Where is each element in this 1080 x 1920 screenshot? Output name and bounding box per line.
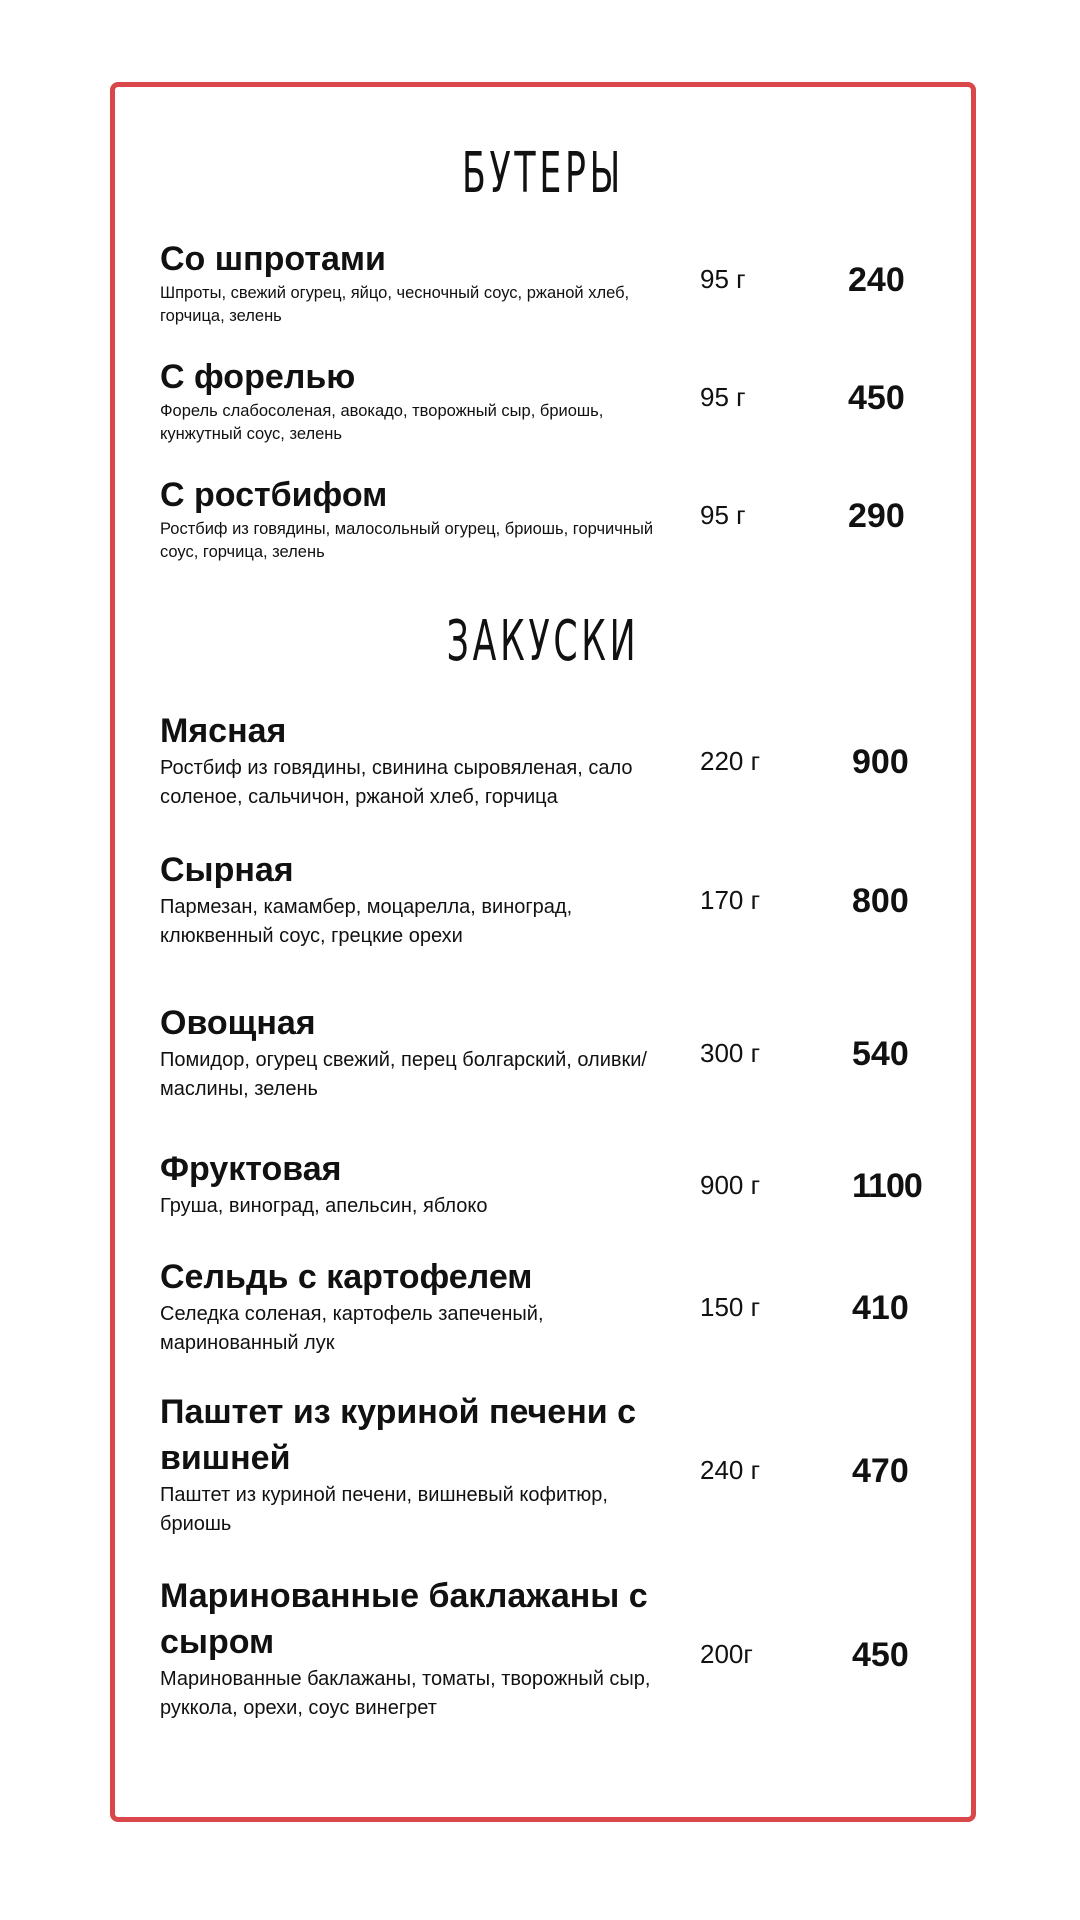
item-name: Овощная (160, 1004, 316, 1042)
item-price: 240 (848, 261, 905, 299)
item-price: 450 (852, 1636, 909, 1674)
item-name: Сырная (160, 851, 294, 889)
item-price: 1100 (852, 1167, 922, 1205)
item-weight: 900 г (700, 1170, 761, 1200)
menu-item (160, 708, 1080, 812)
item-weight: 95 г (700, 382, 746, 412)
menu-item (160, 847, 1080, 951)
item-name: С ростбифом (160, 476, 388, 514)
item-weight: 150 г (700, 1292, 761, 1322)
item-description: Паштет из куриной печени, вишневый кофитюр, бриошь (160, 1484, 608, 1535)
item-description: Пармезан, камамбер, моцарелла, виноград, клюквенный соус, грецкие орехи (160, 896, 573, 947)
item-weight: 200г (700, 1639, 753, 1669)
menu-item (160, 236, 1080, 328)
menu-item (160, 1389, 1080, 1539)
item-weight: 95 г (700, 264, 746, 294)
item-price: 410 (852, 1289, 909, 1327)
item-price: 290 (848, 497, 905, 535)
section-title-butery: БУТЕРЫ (461, 141, 625, 206)
item-description: Помидор, огурец свежий, перец болгарский, оливки/маслины, зелень (160, 1049, 647, 1100)
item-name: Фруктовая (160, 1150, 342, 1188)
item-name: Маринованные баклажаны с сыром (160, 1577, 648, 1661)
item-name: С форелью (160, 358, 356, 396)
item-weight: 300 г (700, 1038, 761, 1068)
menu-item (160, 1254, 1080, 1358)
item-description: Маринованные баклажаны, томаты, творожный сыр, руккола, орехи, соус винегрет (160, 1668, 651, 1719)
menu-item (160, 472, 1080, 564)
menu-item (160, 354, 1080, 446)
item-name: Мясная (160, 712, 287, 750)
item-description: Ростбиф из говядины, малосольный огурец, бриошь, горчичный соус, горчица, зелень (160, 520, 654, 561)
item-weight: 220 г (700, 746, 761, 776)
item-price: 800 (852, 882, 909, 920)
item-price: 450 (848, 379, 905, 417)
item-name: Сельдь с картофелем (160, 1258, 533, 1296)
item-description: Шпроты, свежий огурец, яйцо, чесночный соус, ржаной хлеб, горчица, зелень (160, 284, 630, 325)
menu-item (160, 1000, 1080, 1104)
menu-item (160, 1573, 1080, 1723)
item-price: 470 (852, 1452, 909, 1490)
item-description: Ростбиф из говядины, свинина сыровяленая, сало соленое, сальчичон, ржаной хлеб, горчица (160, 757, 633, 808)
item-weight: 95 г (700, 500, 746, 530)
item-price: 900 (852, 743, 909, 781)
item-description: Груша, виноград, апельсин, яблоко (160, 1195, 488, 1217)
item-name: Паштет из куриной печени с вишней (160, 1393, 636, 1477)
item-name: Со шпротами (160, 240, 386, 278)
item-price: 540 (852, 1035, 909, 1073)
menu-item (160, 1146, 1080, 1221)
item-weight: 170 г (700, 885, 761, 915)
menu-frame (110, 82, 976, 1822)
section-title-zakuski: ЗАКУСКИ (446, 609, 640, 674)
item-weight: 240 г (700, 1455, 761, 1485)
item-description: Селедка соленая, картофель запеченый, маринованный лук (160, 1303, 544, 1354)
item-description: Форель слабосоленая, авокадо, творожный сыр, бриошь, кунжутный соус, зелень (160, 402, 604, 443)
